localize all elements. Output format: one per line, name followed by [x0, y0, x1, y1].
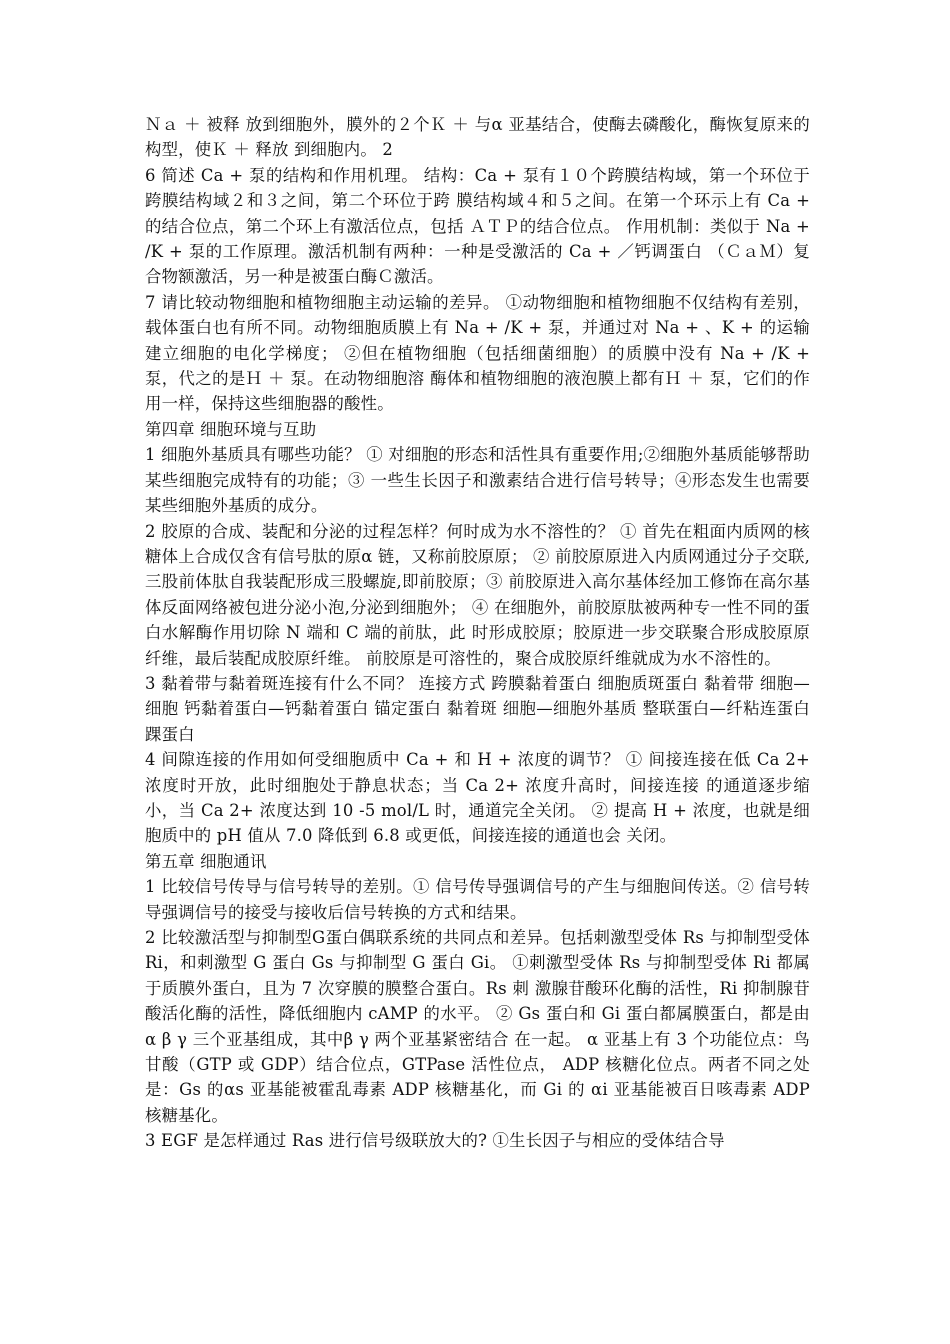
paragraph-3: 7 请比较动物细胞和植物细胞主动运输的差异。 ①动物细胞和植物细胞不仅结构有差别，载体蛋白也有所不同。动物细胞质膜上有 Na + /K + 泵，并通过对 Na + 、K + 的运输建立细胞的电化学梯度； ②但在植物细胞（包括细菌细胞）的质膜中没有 Na + /K + 泵，代之的是Ｈ ＋ 泵。在动物细胞溶 酶体和植物细胞的液泡膜上都有Ｈ ＋ 泵，它们的作用一样，保持这些细胞器的酸性。 [145, 292, 810, 414]
document-page [145, 112, 810, 1154]
paragraph-8: 1 比较信号传导与信号转导的差别。① 信号传导强调信号的产生与细胞间传送。② 信号转导强调信号的接受与接收后信号转换的方式和结果。 [145, 877, 810, 922]
chapter-4-heading: 第四章 细胞环境与互助 [145, 419, 317, 439]
paragraph-1: Ｎａ ＋ 被释 放到细胞外，膜外的２个Ｋ ＋ 与α 亚基结合，使酶去磷酸化，酶恢复原来的构型，使Ｋ ＋ 释放 到细胞内。 2 [145, 115, 810, 160]
paragraph-7: 4 间隙连接的作用如何受细胞质中 Ca + 和 H + 浓度的调节？ ① 间接连接在低 Ca 2+ 浓度时开放，此时细胞处于静息状态；当 Ca 2+ 浓度升高时，间接连接 的通道逐步缩小，当 Ca 2+ 浓度达到 10 -5 mol/L 时，通道完全关闭。 ② 提高 H + 浓度，也就是细胞质中的 pH 值从 7.0 降低到 6.8 或更低，间接连接的通道也会 关闭。 [145, 750, 810, 846]
paragraph-6: 3 黏着带与黏着斑连接有什么不同？ 连接方式 跨膜黏着蛋白 细胞质斑蛋白 黏着带 细胞—细胞 钙黏着蛋白—钙黏着蛋白 锚定蛋白 黏着斑 细胞—细胞外基质 整联蛋白—纤粘连蛋白 踝蛋白 [145, 673, 810, 744]
paragraph-10: 3 EGF 是怎样通过 Ras 进行信号级联放大的? ①生长因子与相应的受体结合导 [145, 1131, 725, 1151]
paragraph-5: 2 胶原的合成、装配和分泌的过程怎样？何时成为水不溶性的？ ① 首先在粗面内质网的核糖体上合成仅含有信号肽的原α 链，又称前胶原原； ② 前胶原原进入内质网通过分子交联,三股前体肽自我装配形成三股螺旋,即前胶原；③ 前胶原进入高尔基体经加工修饰在高尔基体反面网络被包进分泌小泡,分泌到细胞外； ④ 在细胞外，前胶原肽被两种专一性不同的蛋白水解酶作用切除 N 端和 C 端的前肽，此 时形成胶原；胶原进一步交联聚合形成胶原原纤维，最后装配成胶原纤维。 前胶原是可溶性的，聚合成胶原纤维就成为水不溶性的。 [145, 521, 810, 668]
paragraph-9: 2 比较激活型与抑制型G蛋白偶联系统的共同点和差异。包括刺激型受体 Rs 与抑制型受体 Ri，和刺激型 G 蛋白 Gs 与抑制型 G 蛋白 Gi。 ①刺激型受体 Rs 与抑制型受体 Ri 都属于质膜外蛋白，且为 7 次穿膜的膜整合蛋白。Rs 刺 激腺苷酸环化酶的活性，Ri 抑制腺苷酸活化酶的活性，降低细胞内 cAMP 的水平。 ② Gs 蛋白和 Gi 蛋白都属膜蛋白，都是由α β γ 三个亚基组成，其中β γ 两个亚基紧密结合 在一起。 α 亚基上有 3 个功能位点：鸟甘酸（GTP 或 GDP）结合位点，GTPase 活性位点， ADP 核糖化位点。两者不同之处是：Gs 的αs 亚基能被霍乱毒素 ADP 核糖基化，而 Gi 的 αi 亚基能被百日咳毒素 ADP 核糖基化。 [145, 928, 810, 1125]
paragraph-4: 1 细胞外基质具有哪些功能？ ① 对细胞的形态和活性具有重要作用;②细胞外基质能够帮助某些细胞完成特有的功能；③ 一些生长因子和激素结合进行信号转导；④形态发生也需要某些细胞外基质的成分。 [145, 445, 810, 516]
chapter-5-heading: 第五章 细胞通讯 [145, 851, 267, 871]
paragraph-2: 6 简述 Ca + 泵的结构和作用机理。 结构：Ca + 泵有１０个跨膜结构域，第一个环位于跨膜结构域２和３之间，第二个环位于跨 膜结构域４和５之间。在第一个环示上有 Ca + 的结合位点，第二个环上有激活位点，包括 ＡＴＰ的结合位点。 作用机制：类似于 Na + /K + 泵的工作原理。激活机制有两种：一种是受激活的 Ca + ／钙调蛋白 （ＣａＭ）复合物额激活，另一种是被蛋白酶Ｃ激活。 [145, 165, 810, 287]
